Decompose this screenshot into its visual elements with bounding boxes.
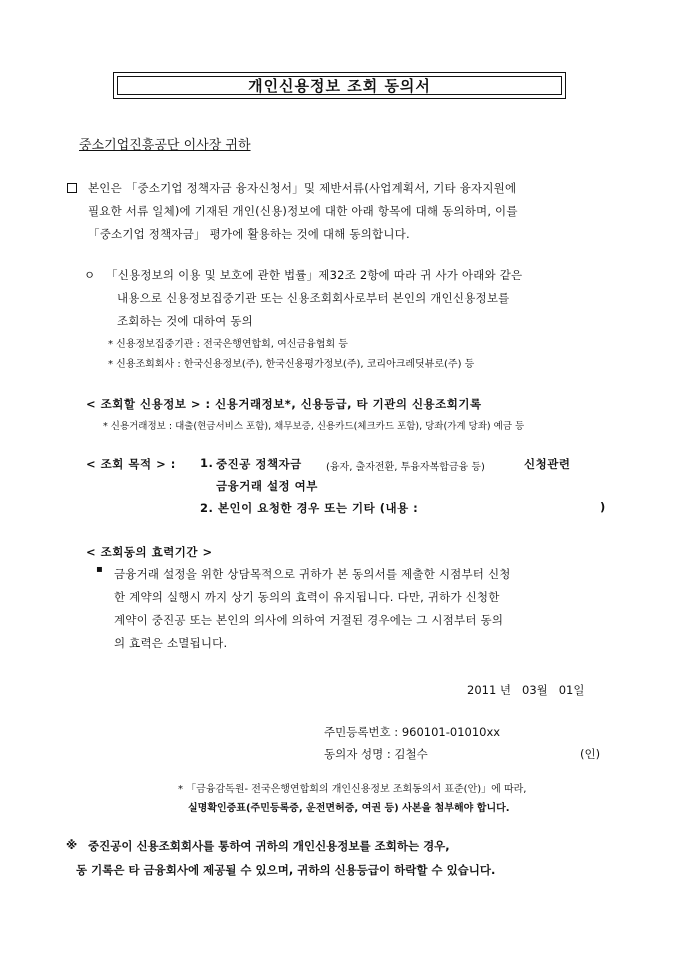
validity-line-2: 한 계약의 실행시 까지 상기 동의의 효력이 유지됩니다. 다만, 귀하가 신청한	[114, 590, 500, 604]
title-inner-border	[117, 76, 562, 95]
purpose-item1-cont: 금융거래 설정 여부	[216, 479, 318, 493]
purpose-item1-bold2: 신청관련	[524, 457, 571, 471]
consent-date: 2011 년 03월 01일	[467, 683, 585, 697]
validity-bullet: ▪	[96, 564, 103, 575]
law-bullet: ㅇ	[84, 268, 96, 282]
purpose-item2-close: )	[600, 500, 606, 514]
signer-name: 동의자 성명 : 김철수	[324, 747, 428, 761]
footnote-line-1: * 「금융감독원- 전국은행연합회의 개인신용정보 조회동의서 표준(안)」에 따라,	[178, 784, 527, 795]
purpose-label: < 조회 목적 > :	[86, 457, 176, 471]
validity-line-3: 계약이 중진공 또는 본인의 의사에 의하여 거절된 경우에는 그 시점부터 동의	[114, 613, 504, 627]
purpose-item1-detail: (융자, 출자전환, 투융자복합금융 등)	[326, 462, 485, 473]
info-section-header: < 조회할 신용정보 > : 신용거래정보*, 신용등급, 타 기관의 신용조회기록	[86, 397, 482, 411]
purpose-item1-bold: 중진공 정책자금	[216, 457, 302, 471]
resident-number: 주민등록번호 : 960101-01010xx	[324, 725, 501, 739]
validity-line-4: 의 효력은 소멸됩니다.	[114, 636, 228, 650]
warning-line-1: 중진공이 신용조회회사를 통하여 귀하의 개인신용정보를 조회하는 경우,	[88, 839, 450, 853]
footnote-line-2: 실명확인증표(주민등록증, 운전면허증, 여권 등) 사본을 첨부해야 합니다.	[188, 803, 510, 814]
validity-line-1: 금융거래 설정을 위한 상담목적으로 귀하가 본 동의서를 제출한 시점부터 신청	[114, 567, 511, 581]
addressee: 중소기업진흥공단 이사장 귀하	[79, 138, 251, 153]
validity-header: < 조회동의 효력기간 >	[86, 545, 213, 559]
warning-mark: ※	[66, 838, 78, 852]
consent-checkbox[interactable]	[67, 183, 77, 193]
intro-line-3: 「중소기업 정책자금」 평가에 활용하는 것에 대해 동의합니다.	[88, 227, 410, 241]
intro-line-2: 필요한 서류 일체)에 기재된 개인(신용)정보에 대한 아래 항목에 대해 동의하며, 이를	[88, 204, 518, 218]
intro-line-1: 본인은 「중소기업 정책자금 융자신청서」및 제반서류(사업계획서, 기타 융자지원에	[88, 181, 517, 195]
law-sub-1: * 신용정보집중기관 : 전국은행연합회, 여신금융협회 등	[108, 339, 348, 350]
law-line-2: 내용으로 신용정보집중기관 또는 신용조회회사로부터 본인의 개인신용정보를	[117, 291, 510, 305]
purpose-item1-num: 1.	[200, 456, 214, 470]
seal-mark: (인)	[580, 747, 601, 761]
law-line-1: 「신용정보의 이용 및 보호에 관한 법률」제32조 2항에 따라 귀 사가 아래와 같은	[106, 268, 523, 282]
info-section-note: * 신용거래정보 : 대출(현금서비스 포함), 채무보증, 신용카드(체크카드 포함), 당좌(가계 당좌) 예금 등	[103, 421, 525, 432]
document-title: 개인신용정보 조회 동의서	[248, 77, 431, 95]
title-box	[113, 72, 566, 99]
purpose-item2: 2. 본인이 요청한 경우 또는 기타 (내용 :	[200, 501, 419, 515]
law-sub-2: * 신용조회회사 : 한국신용정보(주), 한국신용평가정보(주), 코리아크레딧뷰로(주) 등	[108, 359, 475, 370]
warning-line-2: 동 기록은 타 금융회사에 제공될 수 있으며, 귀하의 신용등급이 하락할 수 있습니다.	[76, 863, 496, 877]
law-line-3: 조회하는 것에 대하여 동의	[117, 314, 253, 328]
